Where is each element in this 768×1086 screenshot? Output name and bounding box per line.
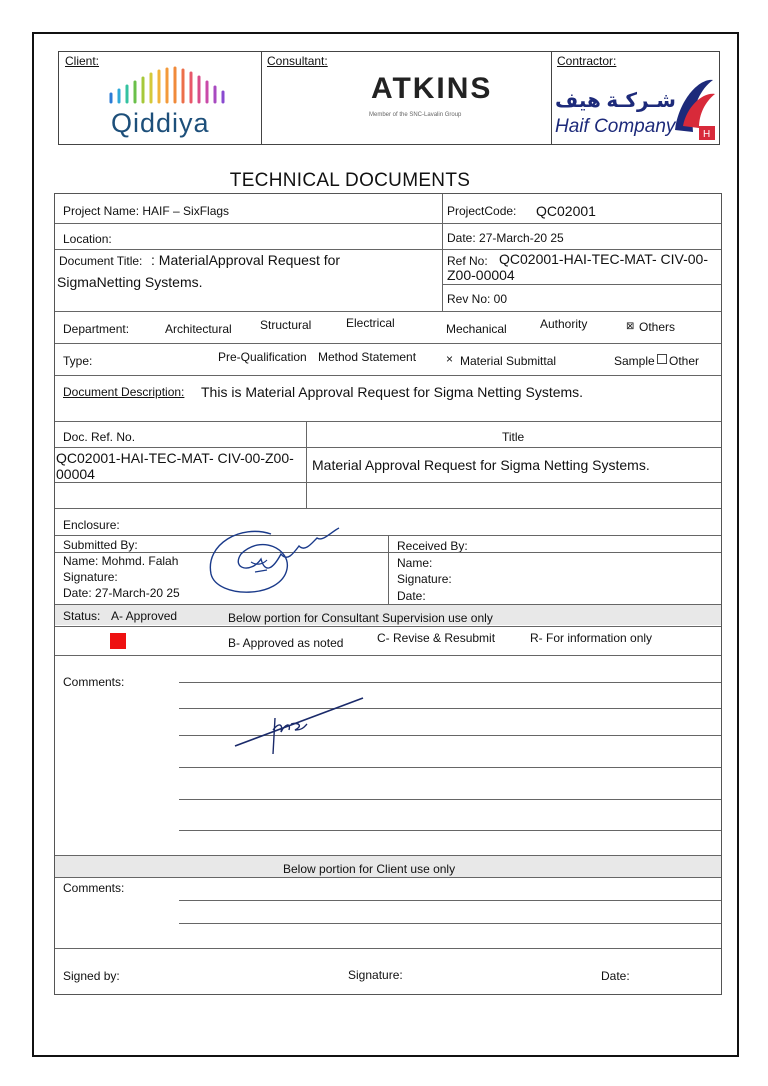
client-label: Client: — [65, 54, 100, 68]
comment-line — [179, 799, 721, 800]
others-checkbox-icon[interactable]: ⊠ — [626, 321, 635, 332]
ref-label: Ref No: — [447, 254, 488, 268]
docref-header-title: Title — [502, 430, 525, 444]
docref-row-title: Material Approval Request for Sigma Netting Systems. — [312, 457, 650, 473]
department-electrical[interactable]: Electrical — [346, 316, 395, 330]
description-label: Document Description: — [63, 385, 185, 399]
atkins-tagline: Member of the SNC-Lavalin Group — [369, 112, 462, 118]
submitter-signature: Signature: — [63, 570, 118, 584]
department-mechanical[interactable]: Mechanical — [446, 322, 507, 336]
divider — [55, 948, 721, 949]
haif-english-logo: Haif Company — [555, 116, 676, 137]
project-divider — [442, 194, 443, 311]
divider — [55, 311, 721, 312]
doc-title-label: Document Title: — [59, 254, 143, 268]
divider — [55, 552, 721, 553]
department-authority[interactable]: Authority — [540, 317, 588, 331]
logo-header — [58, 51, 720, 145]
contractor-cell — [551, 52, 719, 144]
comment-line — [179, 900, 721, 901]
type-material-submittal[interactable]: Material Submittal — [460, 354, 557, 368]
divider — [442, 284, 721, 285]
submitter-name: Name: Mohmd. Falah — [63, 554, 179, 568]
submitted-by-label: Submitted By: — [63, 538, 138, 552]
receiver-name: Name: — [397, 556, 433, 570]
divider — [55, 421, 721, 422]
type-method-statement[interactable]: Method Statement — [318, 350, 417, 364]
document-heading: TECHNICAL DOCUMENTS — [229, 170, 471, 191]
type-prequalification[interactable]: Pre-Qualification — [218, 350, 307, 364]
qiddiya-wordmark: Qiddiya — [111, 108, 210, 138]
divider — [55, 655, 721, 656]
description-value: This is Material Approval Request for Sigma Netting Systems. — [201, 384, 584, 400]
department-others[interactable]: Others — [639, 320, 676, 334]
department-label: Department: — [63, 322, 130, 336]
client-date-label: Date: — [601, 969, 630, 983]
client-comments-label: Comments: — [63, 881, 125, 895]
submission-divider — [388, 535, 389, 604]
haif-emblem-icon — [669, 70, 717, 142]
enclosure-label: Enclosure: — [63, 518, 120, 532]
docref-header-ref: Doc. Ref. No. — [63, 430, 136, 444]
comment-line — [179, 830, 721, 831]
divider — [55, 508, 721, 509]
comment-line — [179, 767, 721, 768]
qiddiya-logo-icon — [107, 62, 237, 104]
divider — [55, 877, 721, 878]
status-r-information-only[interactable]: R- For information only — [530, 631, 653, 645]
doc-title-value-2: SigmaNetting Systems. — [57, 274, 203, 290]
status-b-approved-as-noted[interactable]: B- Approved as noted — [228, 636, 344, 650]
receiver-signature: Signature: — [397, 572, 452, 586]
department-architectural[interactable]: Architectural — [165, 322, 232, 336]
docref-divider — [306, 421, 307, 508]
svg-text:H: H — [703, 129, 711, 140]
submitter-date: Date: 27-March-20 25 — [63, 586, 180, 600]
project-code-value: QC02001 — [536, 203, 596, 219]
project-name: Project Name: HAIF – SixFlags — [63, 204, 230, 218]
type-label: Type: — [63, 354, 93, 368]
divider — [55, 223, 721, 224]
submitter-signature-image — [201, 514, 351, 604]
divider — [55, 343, 721, 344]
material-submittal-check-icon[interactable]: × — [446, 352, 454, 366]
docref-row-ref-2: 00004 — [56, 466, 95, 482]
divider — [55, 482, 721, 483]
consultant-cell — [261, 52, 552, 144]
type-sample[interactable]: Sample — [614, 354, 655, 368]
consultant-signature-image — [233, 694, 367, 758]
department-structural[interactable]: Structural — [260, 318, 312, 332]
type-other[interactable]: Other — [669, 354, 700, 368]
comment-line — [179, 923, 721, 924]
status-a-approved[interactable]: A- Approved — [111, 609, 178, 623]
approved-marker — [110, 633, 126, 649]
contractor-label: Contractor: — [557, 54, 617, 68]
ref-value-2: Z00-00004 — [447, 267, 515, 283]
location: Location: — [63, 232, 112, 246]
divider — [55, 375, 721, 376]
divider — [55, 447, 721, 448]
comment-line — [179, 682, 721, 683]
consultant-use-note: Below portion for Consultant Supervision use only — [228, 611, 493, 625]
haif-arabic-logo: شـركـة هيف — [555, 90, 676, 112]
divider — [55, 249, 721, 250]
consultant-label: Consultant: — [267, 54, 328, 68]
consultant-comments-label: Comments: — [63, 675, 125, 689]
docref-row-ref-1: QC02001-HAI-TEC-MAT- CIV-00-Z00- — [56, 450, 294, 466]
doc-title-value-1: : MaterialApproval Request for — [151, 252, 341, 268]
project-code-label: ProjectCode: — [447, 204, 517, 218]
status-c-revise-resubmit[interactable]: C- Revise & Resubmit — [377, 631, 496, 645]
status-label: Status: — [63, 609, 101, 623]
signed-by-label: Signed by: — [63, 969, 120, 983]
client-use-note: Below portion for Client use only — [283, 862, 456, 876]
receiver-date: Date: — [397, 589, 426, 603]
client-cell — [59, 52, 262, 144]
date: Date: 27-March-20 25 — [447, 231, 564, 245]
form-table — [54, 193, 722, 995]
received-by-label: Received By: — [397, 539, 468, 553]
client-signature-label: Signature: — [348, 968, 403, 982]
atkins-logo: ATKINS — [371, 72, 493, 105]
divider — [55, 626, 721, 627]
ref-value-1: QC02001-HAI-TEC-MAT- CIV-00- — [499, 251, 709, 267]
rev-no: Rev No: 00 — [447, 292, 508, 306]
